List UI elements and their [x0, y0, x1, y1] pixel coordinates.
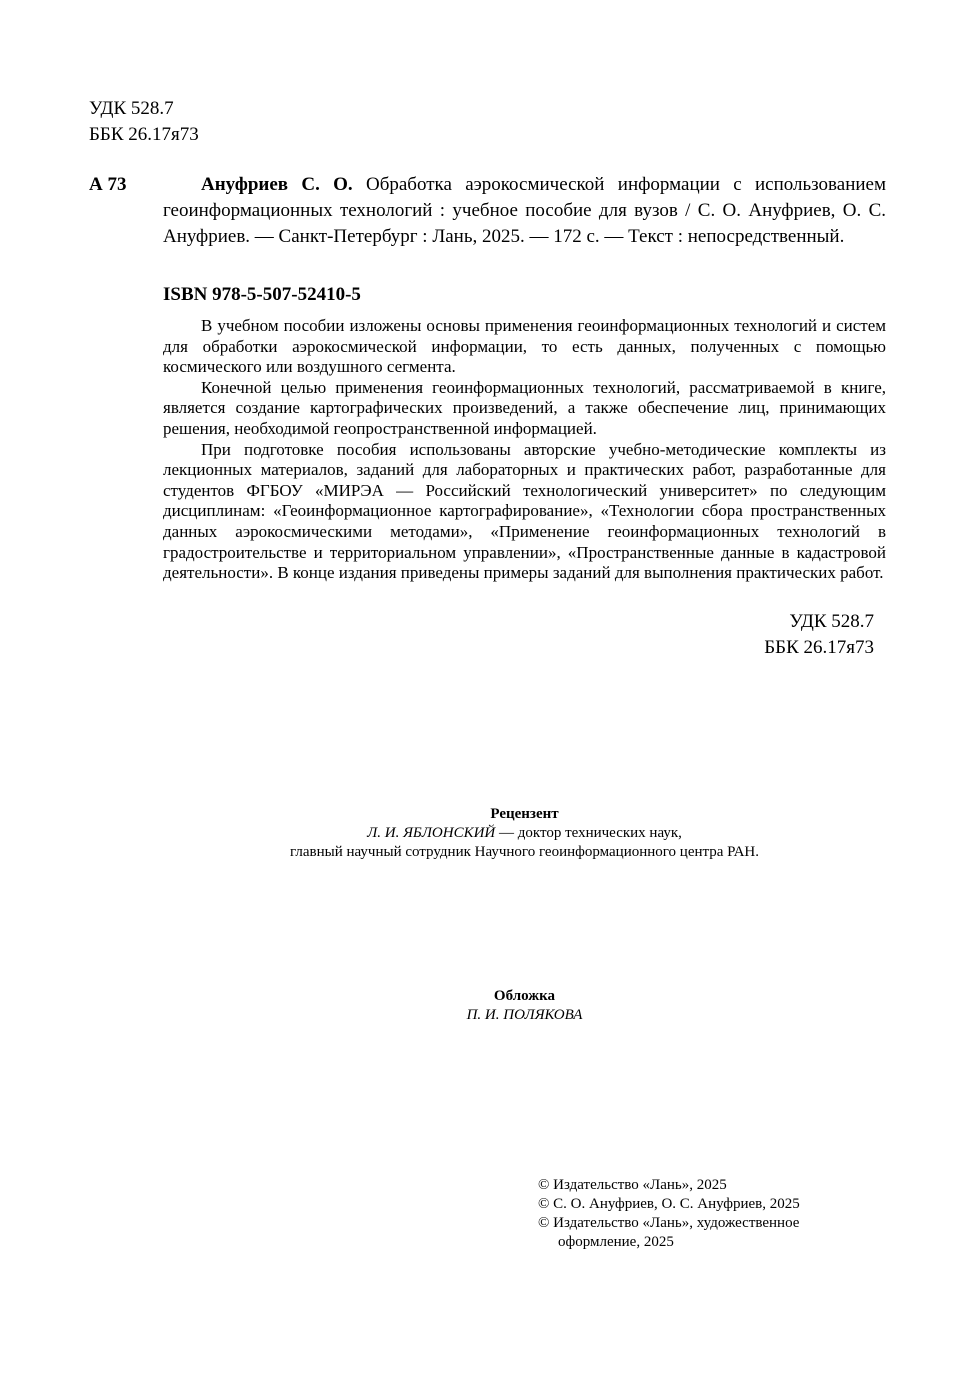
bibliographic-record	[163, 172, 886, 250]
reviewer-block	[163, 805, 886, 862]
isbn: ISBN 978-5-507-52410-5	[163, 284, 361, 305]
annotation-paragraph: При подготовке пособия использованы авторские учебно-методические комплекты из лекционных материалов, заданий для лабораторных и практических работ, разработанные для студентов ФГБОУ «МИРЭА — Российский технологический университет» по следующим дисциплинам: «Геоинформационное картографирование», «Технологии сбора пространственных данных аэрокосмическими методами», «Применение геоинформационных технологий в градостроительстве и территориальном управлении», «Пространственные данные в кадастровой деятельности». В конце издания приведены примеры заданий для выполнения практических работ.	[163, 439, 886, 583]
annotation-paragraph: В учебном пособии изложены основы применения геоинформационных технологий и систем для обработки аэрокосмической информации, то есть данных, полученных с помощью космического или воздушного сегмента.	[163, 316, 886, 377]
copyright-line-continuation: оформление, 2025	[558, 1234, 674, 1250]
reviewer-heading: Рецензент	[490, 806, 559, 822]
udk-code: УДК 528.7	[89, 98, 174, 119]
reviewer-name: Л. И. ЯБЛОНСКИЙ	[367, 825, 496, 841]
copyright-line: © С. О. Ануфриев, О. С. Ануфриев, 2025	[538, 1196, 800, 1212]
udk-code: УДК 528.7	[789, 611, 874, 632]
cover-credit-block	[163, 987, 886, 1025]
bbk-code: ББК 26.17я73	[89, 124, 199, 145]
author-mark: А 73	[89, 174, 127, 195]
biblio-author: Ануфриев С. О.	[201, 174, 353, 195]
bbk-code: ББК 26.17я73	[764, 637, 874, 658]
biblio-description: Обработка аэрокосмической информации с использованием геоинформационных технологий : учебное пособие для вузов / С. О. Ануфриев, О. С. Ануфриев. — Санкт-Петербург : Лань, 2025. — 172 с. — Текст : непосредственный.	[163, 174, 887, 247]
copyright-line: © Издательство «Лань», 2025	[538, 1177, 727, 1193]
reviewer-degree: — доктор технических наук,	[495, 825, 682, 841]
reviewer-position: главный научный сотрудник Научного геоинформационного центра РАН.	[290, 844, 759, 860]
annotation-paragraph: Конечной целью применения геоинформационных технологий, рассматриваемой в книге, является создание картографических произведений, а также обеспечение лиц, принимающих решения, необходимой геопространственной информацией.	[163, 377, 886, 438]
classification-codes-top	[89, 96, 199, 148]
copyright-block	[538, 1176, 878, 1252]
annotation	[163, 316, 886, 584]
cover-heading: Обложка	[493, 988, 556, 1004]
copyright-line: © Издательство «Лань», художественное	[538, 1215, 800, 1231]
classification-codes-bottom	[600, 609, 874, 661]
cover-designer-name: П. И. ПОЛЯКОВА	[466, 1007, 583, 1023]
